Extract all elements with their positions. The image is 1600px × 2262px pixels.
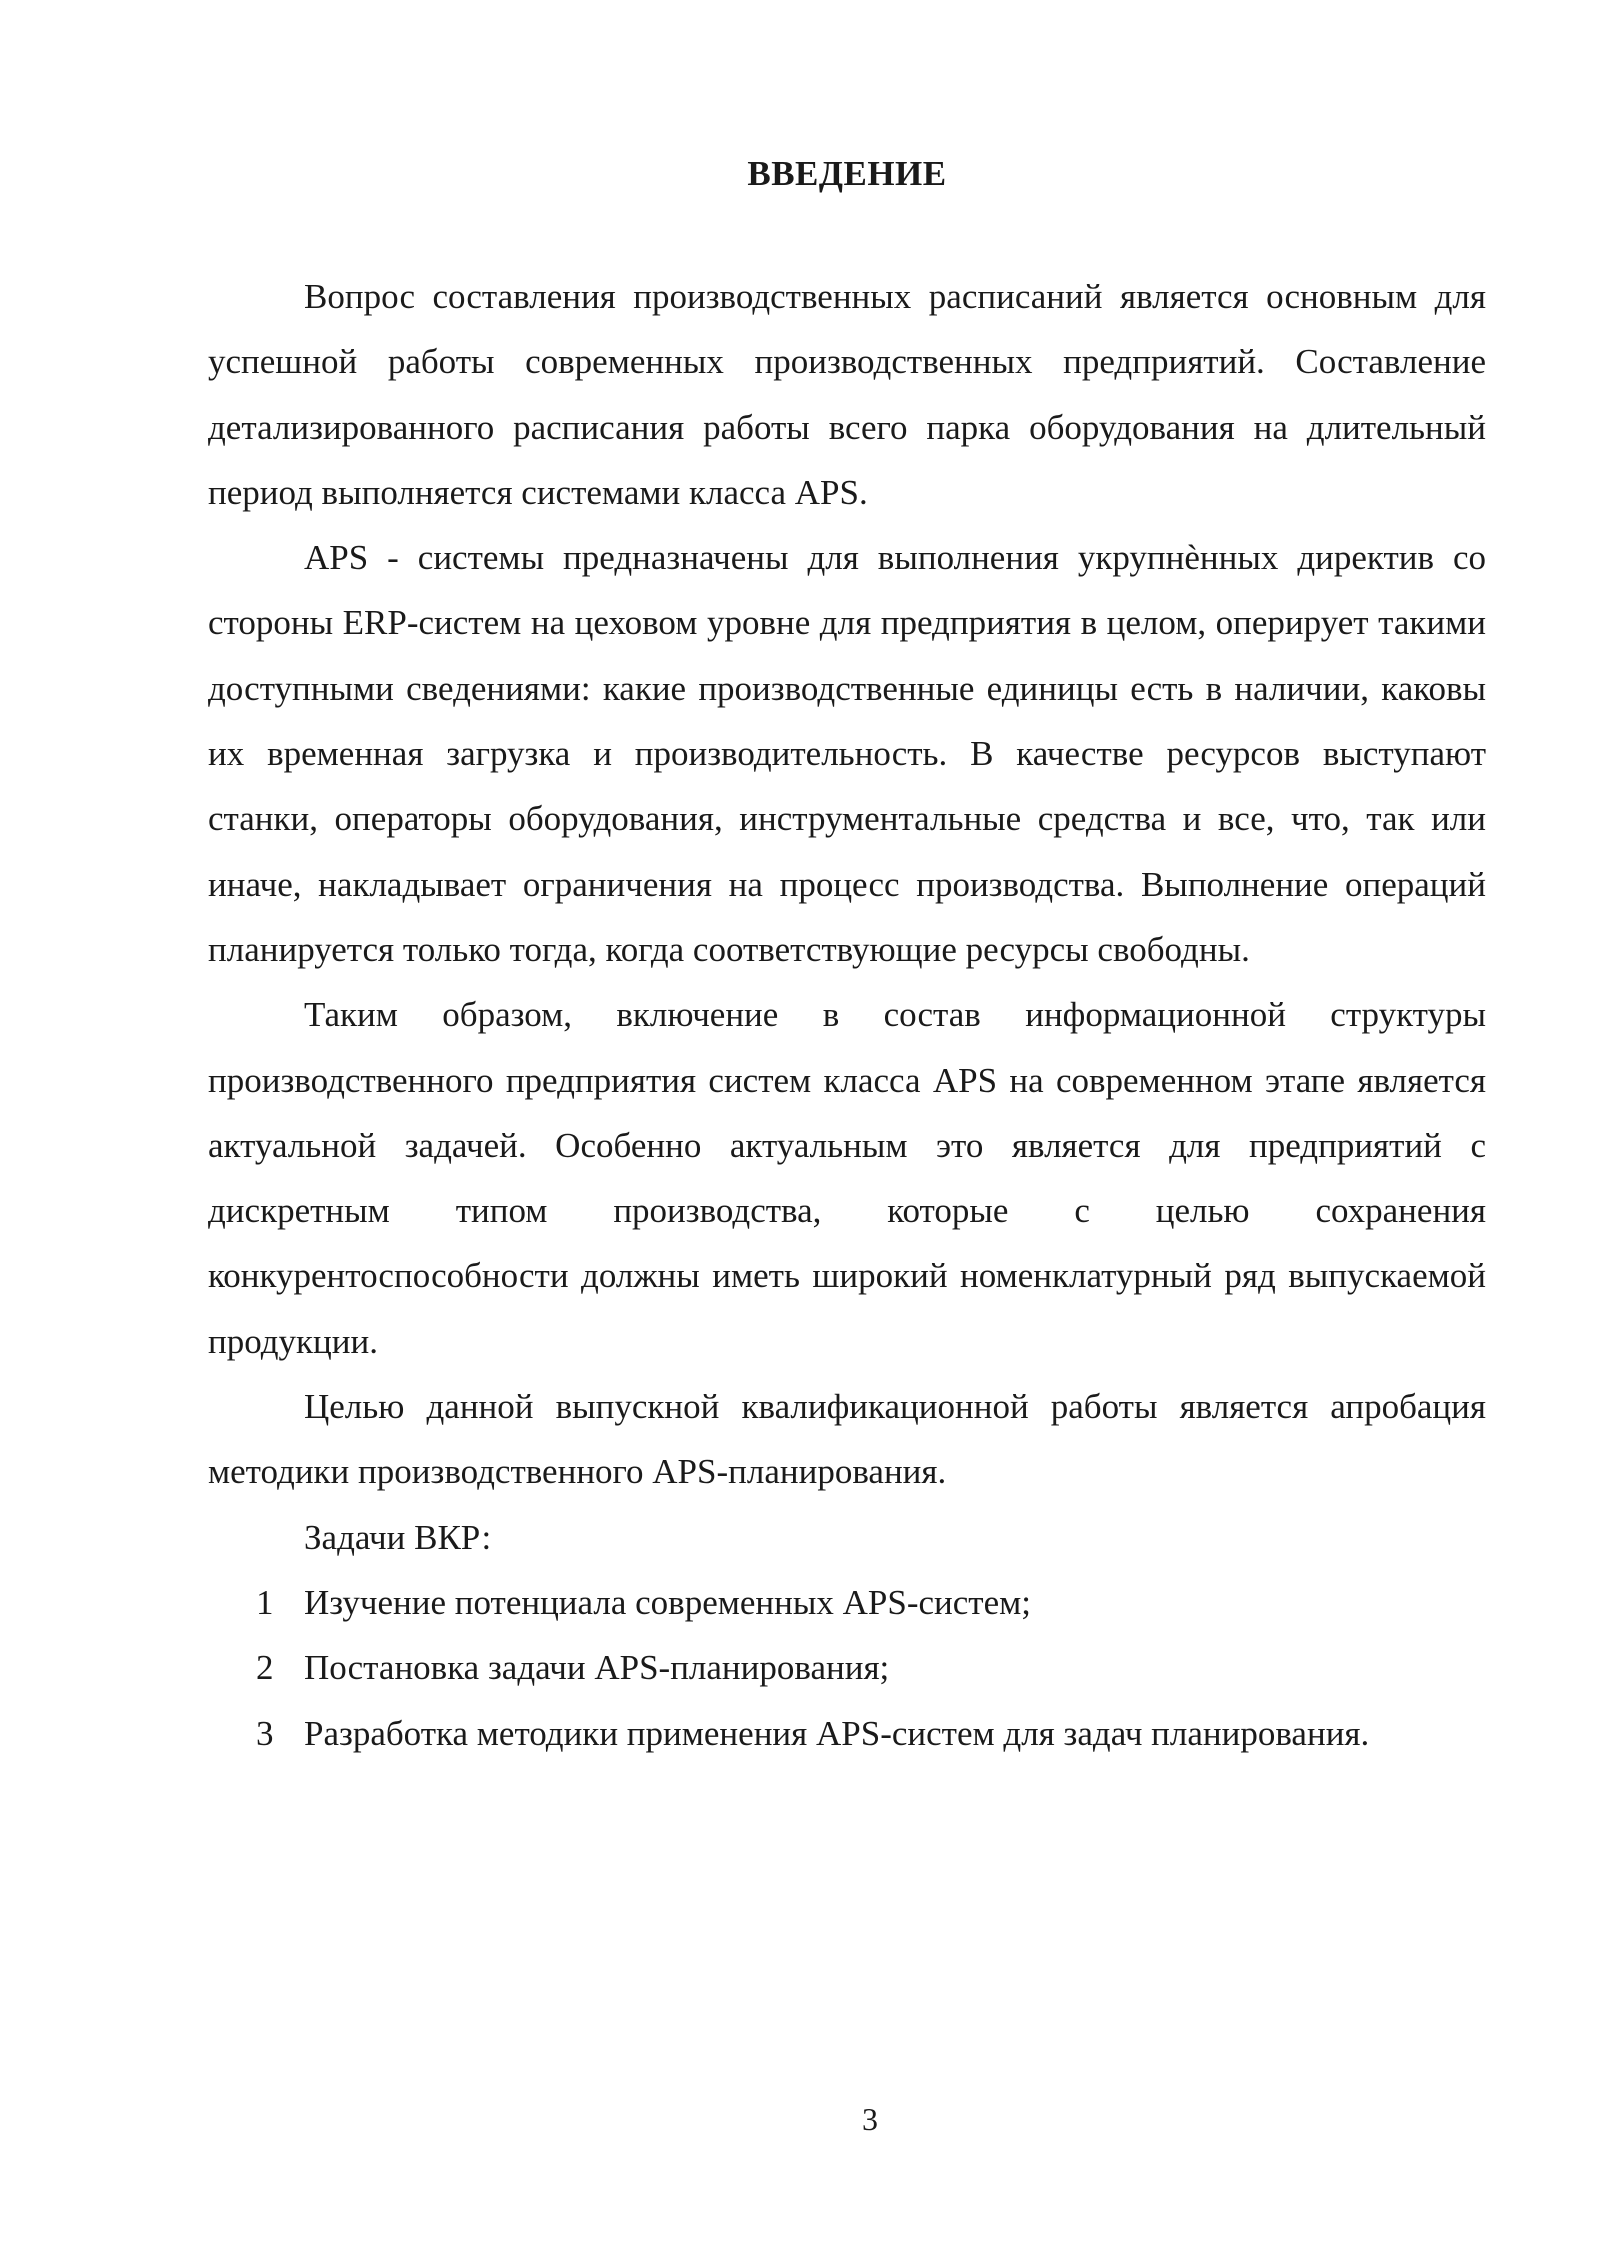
- section-heading: ВВЕДЕНИЕ: [747, 154, 947, 193]
- paragraph-1: Вопрос составления производственных расписаний является основным для успешной работы современных производственных предприятий. Составление детализированного расписания работы всего парка оборудования на длительный период выполняется системами класса APS.: [208, 277, 1486, 512]
- paragraph-3: Таким образом, включение в состав информационной структуры производственного предприятия систем класса APS на современном этапе является актуальной задачей. Особенно актуальным это является для предприятий с дискретным типом производства, которые с целью сохранения конкурентоспособности должны иметь широкий номенклатурный ряд выпускаемой продукции.: [208, 995, 1486, 1361]
- task-list: [208, 1570, 1486, 1766]
- task-number: 1: [256, 1582, 274, 1622]
- tasks-intro: Задачи ВКР:: [304, 1517, 492, 1557]
- task-item: [208, 1701, 1486, 1766]
- document-page: [208, 150, 1486, 1766]
- task-text: Разработка методики применения APS-систем для задач планирования.: [304, 1713, 1370, 1753]
- paragraph-2: APS - системы предназначены для выполнения укрупнѐнных директив со стороны ERP-систем на цеховом уровне для предприятия в целом, оперирует такими доступными сведениями: какие производственные единицы есть в наличии, каковы их временная загрузка и производительность. В качестве ресурсов выступают станки, операторы оборудования, инструментальные средства и все, что, так или иначе, накладывает ограничения на процесс производства. Выполнение операций планируется только тогда, когда соответствующие ресурсы свободны.: [208, 538, 1486, 969]
- paragraph-4: Целью данной выпускной квалификационной работы является апробация методики производственного APS-планирования.: [208, 1387, 1486, 1492]
- task-text: Постановка задачи APS-планирования;: [304, 1648, 890, 1688]
- page-number: 3: [862, 2101, 878, 2137]
- task-item: [208, 1570, 1486, 1635]
- task-text: Изучение потенциала современных APS-систем;: [304, 1582, 1032, 1622]
- task-item: [208, 1635, 1486, 1700]
- task-number: 3: [256, 1713, 274, 1753]
- task-number: 2: [256, 1648, 274, 1688]
